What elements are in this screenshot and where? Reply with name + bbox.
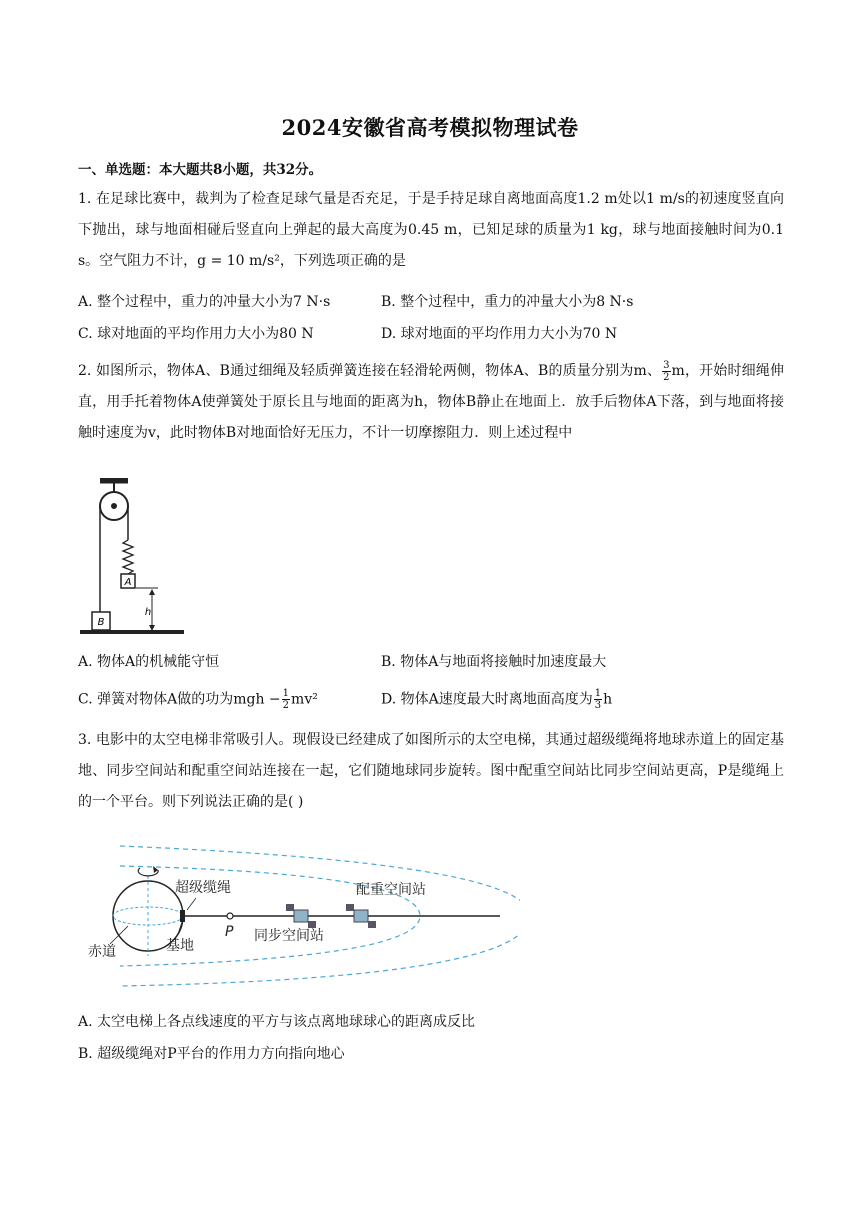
q2-option-b: B. 物体A与地面将接触时加速度最大 <box>381 654 607 670</box>
sync-label: 同步空间站 <box>254 928 324 944</box>
base-station <box>180 910 185 922</box>
space-elevator-figure <box>80 828 520 1000</box>
cable-label: 超级缆绳 <box>175 880 231 896</box>
q2-line1-start: 2. 如图所示，物体A、B通过细绳及轻质弹簧连接在轻滑轮两侧，物体A、B的质量分别为m、 <box>78 363 662 379</box>
q3-option-b: B. 超级缆绳对P平台的作用力方向指向地心 <box>78 1046 345 1062</box>
ceiling-mount <box>100 478 128 483</box>
question-1-text: 1. 在足球比赛中，裁判为了检查足球气量是否充足，于是手持足球自离地面高度1.2 m处以1 m/s的初速度竖直向下抛出，球与地面相碰后竖直向上弹起的最大高度为0.45 m，已知足球的质量为1 kg，球与地面接触时间为0.1 s。空气阻力不计，g = 10 m/s²，下列选项正确的是 <box>78 191 784 269</box>
ground <box>80 630 184 634</box>
q2-option-d: D. 物体A速度最大时离地面高度为 $\frac{1}{3}$ h <box>381 688 613 711</box>
q1-option-a: A. 整个过程中，重力的冲量大小为7 N·s <box>78 294 331 310</box>
height-label: h <box>144 607 152 618</box>
pulley-spring-figure <box>78 476 188 638</box>
q2-text-rest: 时细绳伸直，用手托着物体A使弹簧处于原长且与地面的距离为h，物体B静止在地面上．放手后物体A下落，到与地面将接触时速度为v，此时物体B对地面恰好无压力，不计一切摩擦阻力．则上述过程中 <box>78 363 784 441</box>
question-3-text: 3. 电影中的太空电梯非常吸引人。现假设已经建成了如图所示的太空电梯，其通过超级缆绳将地球赤道上的固定基地、同步空间站和配重空间站连接在一起，它们随地球同步旋转。图中配重空间站比同步空间站更高，P是缆绳上的一个平台。则下列说法正确的是( ) <box>78 732 784 810</box>
q2-d-fraction: $\frac{1}{3}$ <box>594 688 602 711</box>
base-label: 基地 <box>166 938 194 954</box>
block-b-label: B <box>97 617 105 628</box>
q3-option-a: A. 太空电梯上各点线速度的平方与该点离地球球心的距离成反比 <box>78 1014 476 1030</box>
counterweight-label: 配重空间站 <box>356 882 426 898</box>
q2-option-c: C. 弹簧对物体A做的功为mgh − $\frac{1}{2}$ mv² <box>78 688 318 711</box>
equator-label: 赤道 <box>88 944 116 960</box>
block-a-label: A <box>124 577 132 588</box>
q2-c-fraction: $\frac{1}{2}$ <box>282 688 290 711</box>
question-2-text <box>78 356 784 449</box>
platform-p <box>227 913 233 919</box>
q1-option-b: B. 整个过程中，重力的冲量大小为8 N·s <box>381 294 634 310</box>
p-label: P <box>225 924 234 940</box>
q2-line1-end: m，开始 <box>671 363 728 379</box>
q2-mass-fraction: $\frac{3}{2}$ <box>663 359 670 383</box>
spring <box>123 540 133 574</box>
section-heading: 一、单选题：本大题共8小题，共32分。 <box>78 162 323 178</box>
q1-option-c: C. 球对地面的平均作用力大小为80 N <box>78 326 314 342</box>
q1-option-d: D. 球对地面的平均作用力大小为70 N <box>381 326 618 342</box>
q2-option-a: A. 物体A的机械能守恒 <box>78 654 220 670</box>
exam-title: 2024安徽省高考模拟物理试卷 <box>281 115 579 140</box>
